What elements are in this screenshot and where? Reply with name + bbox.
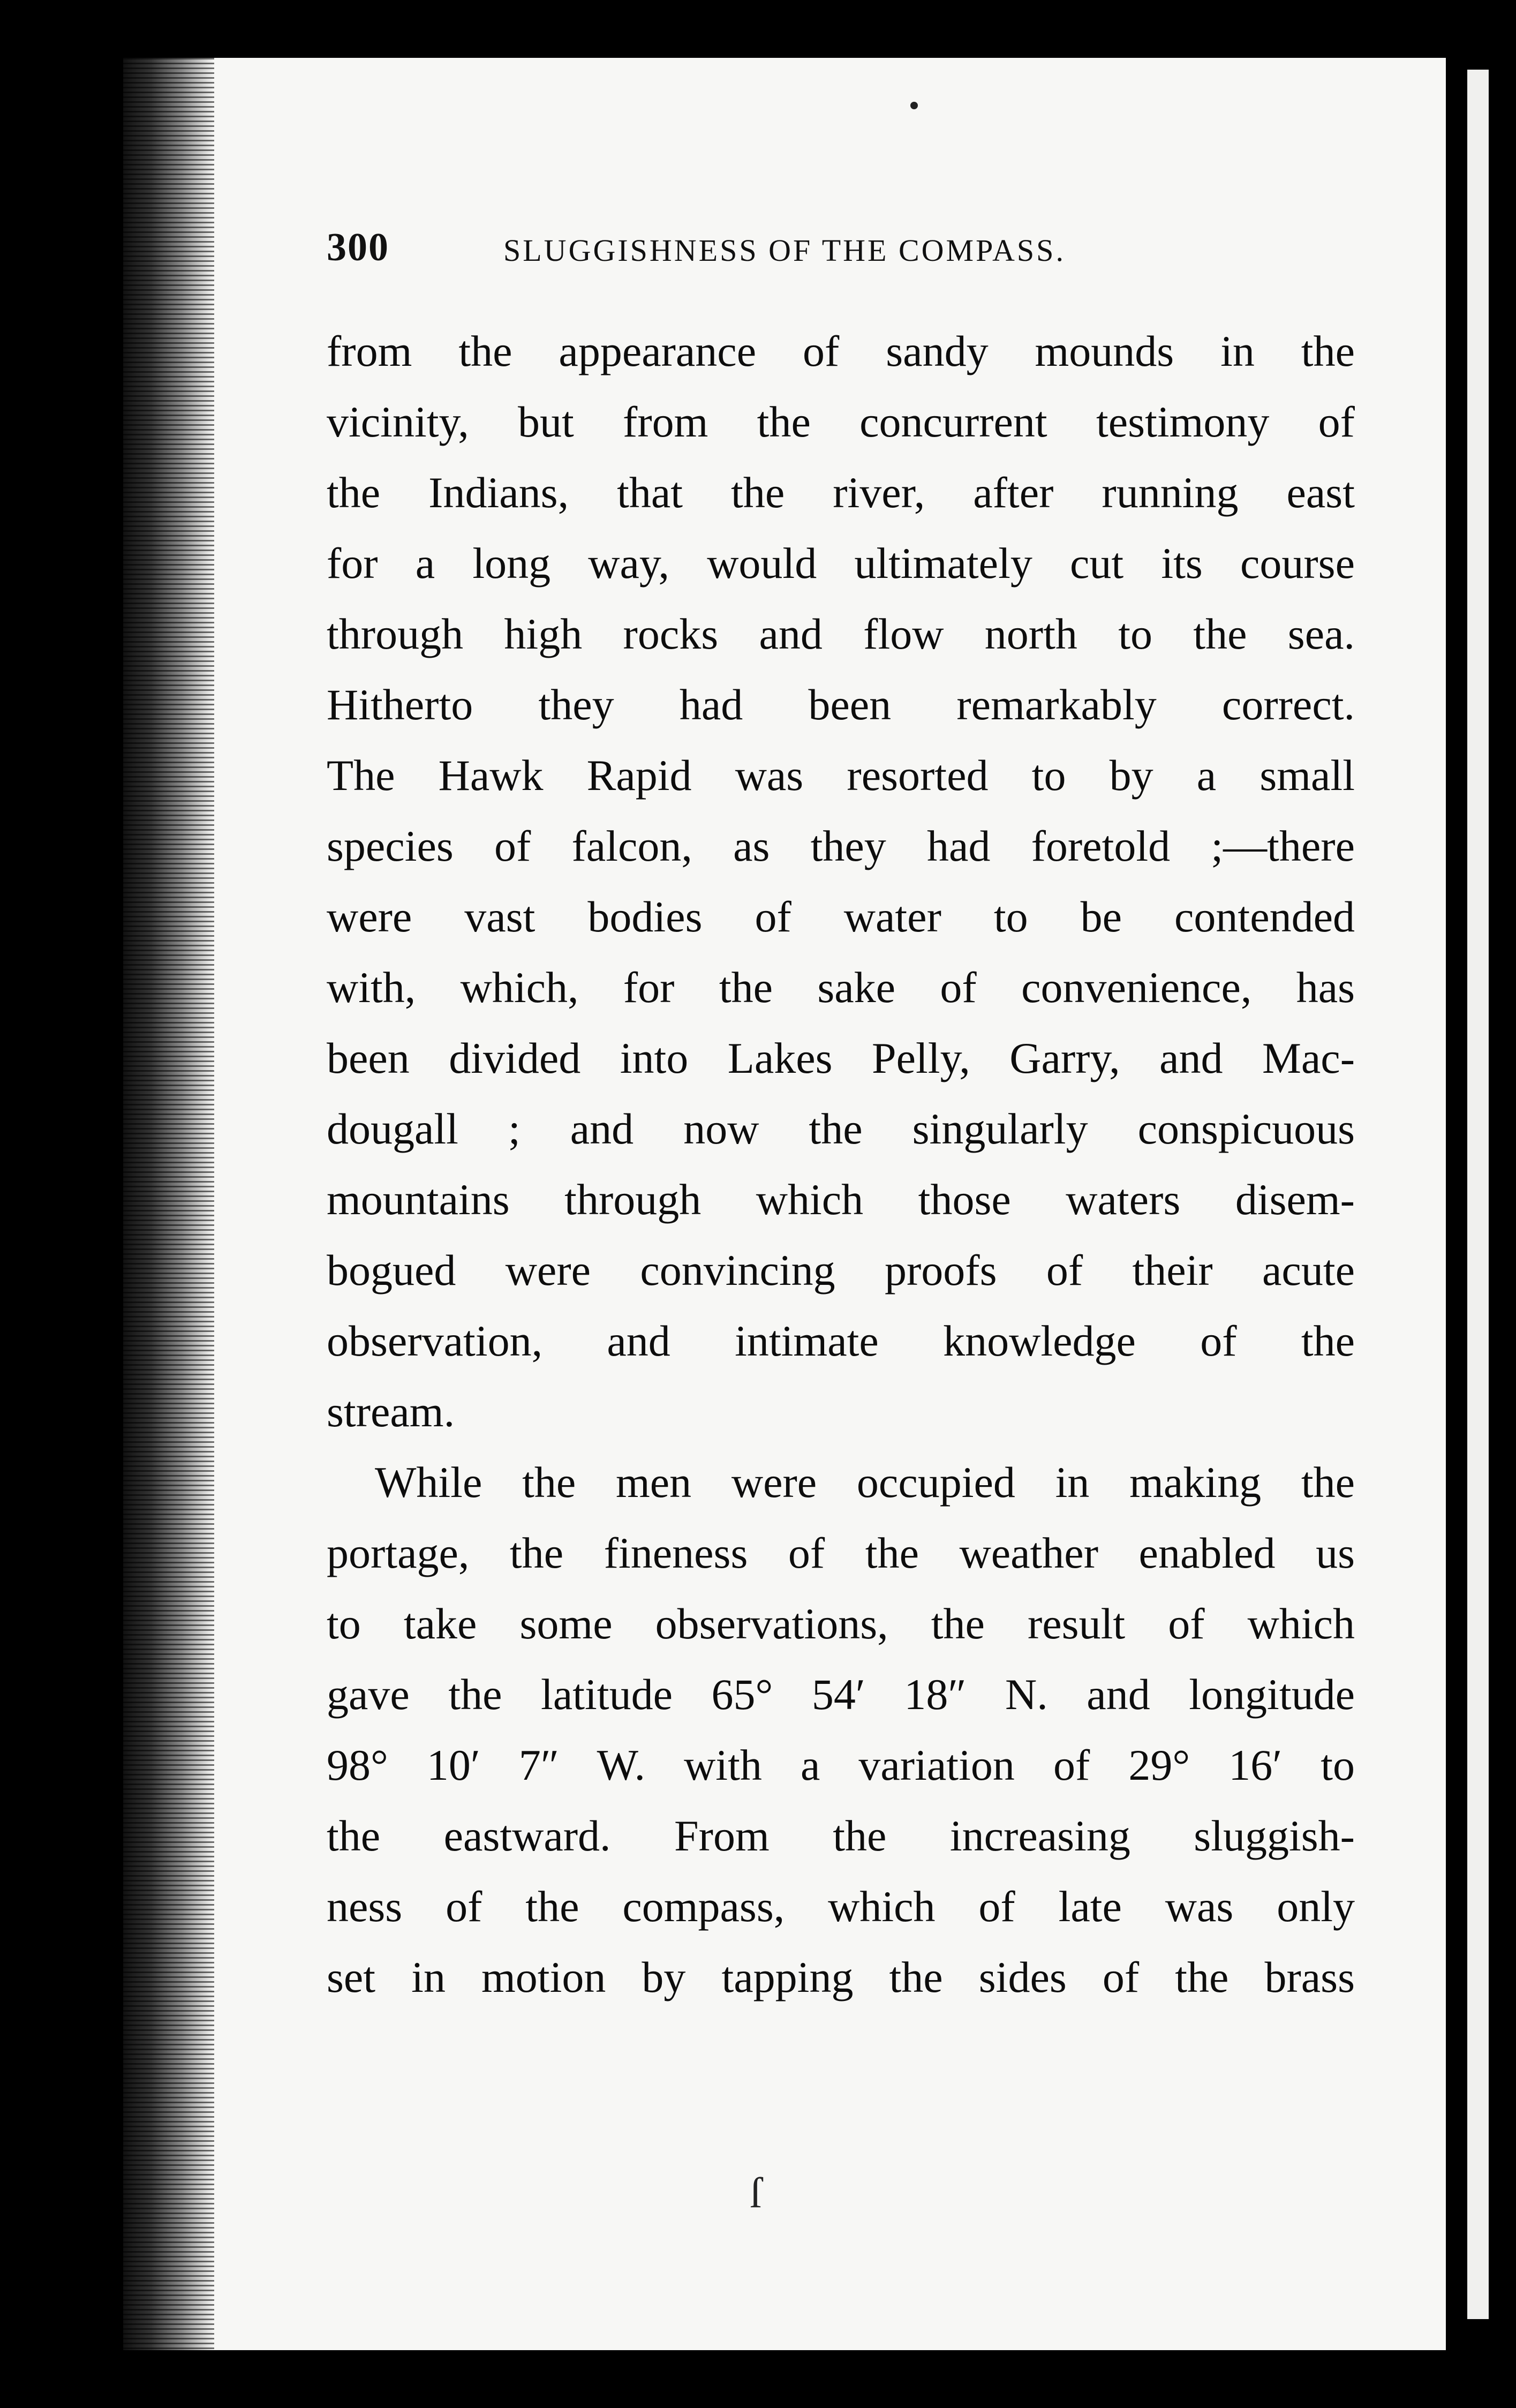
printer-mark [910,102,918,109]
text-line: Hitherto they had been remarkably correct. [327,680,1355,729]
text-line: to take some observations, the result of which [327,1599,1355,1648]
adjacent-page-edge [1467,70,1489,2319]
body-text [327,316,1355,2013]
text-line: species of falcon, as they had foretold ;—there [327,822,1355,870]
text-line: dougall ; and now the singularly conspicuous [327,1104,1355,1153]
text-line: portage, the fineness of the weather enabled us [327,1529,1355,1577]
page-number: 300 [327,225,389,269]
text-line: set in motion by tapping the sides of the brass [327,1953,1355,2001]
text-line: stream. [327,1387,455,1436]
text-line: for a long way, would ultimately cut its course [327,539,1355,588]
text-line: the eastward. From the increasing sluggish- [327,1811,1355,1860]
text-line: the Indians, that the river, after running east [327,468,1355,517]
text-line: While the men were occupied in making the [375,1458,1355,1507]
page-header [327,225,1371,284]
text-line: 98° 10′ 7″ W. with a variation of 29° 16′ to [327,1741,1355,1789]
printer-ornament: ſ [750,2170,762,2217]
text-line: with, which, for the sake of convenience, has [327,963,1355,1012]
text-line: The Hawk Rapid was resorted to by a small [327,751,1355,800]
text-line: bogued were convincing proofs of their acute [327,1246,1355,1295]
paragraph [327,316,1355,1447]
page-binding-shadow [123,58,214,2350]
text-line: through high rocks and flow north to the sea. [327,609,1355,658]
text-line: gave the latitude 65° 54′ 18″ N. and longitude [327,1670,1355,1719]
text-line: from the appearance of sandy mounds in the [327,327,1355,375]
text-line: vicinity, but from the concurrent testimony of [327,397,1355,446]
running-title: SLUGGISHNESS OF THE COMPASS. [503,233,1066,268]
text-line: been divided into Lakes Pelly, Garry, and Mac- [327,1034,1355,1082]
text-line: mountains through which those waters disem- [327,1175,1355,1224]
paragraph [327,1447,1355,2013]
text-line: ness of the compass, which of late was only [327,1882,1355,1931]
text-line: were vast bodies of water to be contended [327,892,1355,941]
text-line: observation, and intimate knowledge of the [327,1316,1355,1365]
